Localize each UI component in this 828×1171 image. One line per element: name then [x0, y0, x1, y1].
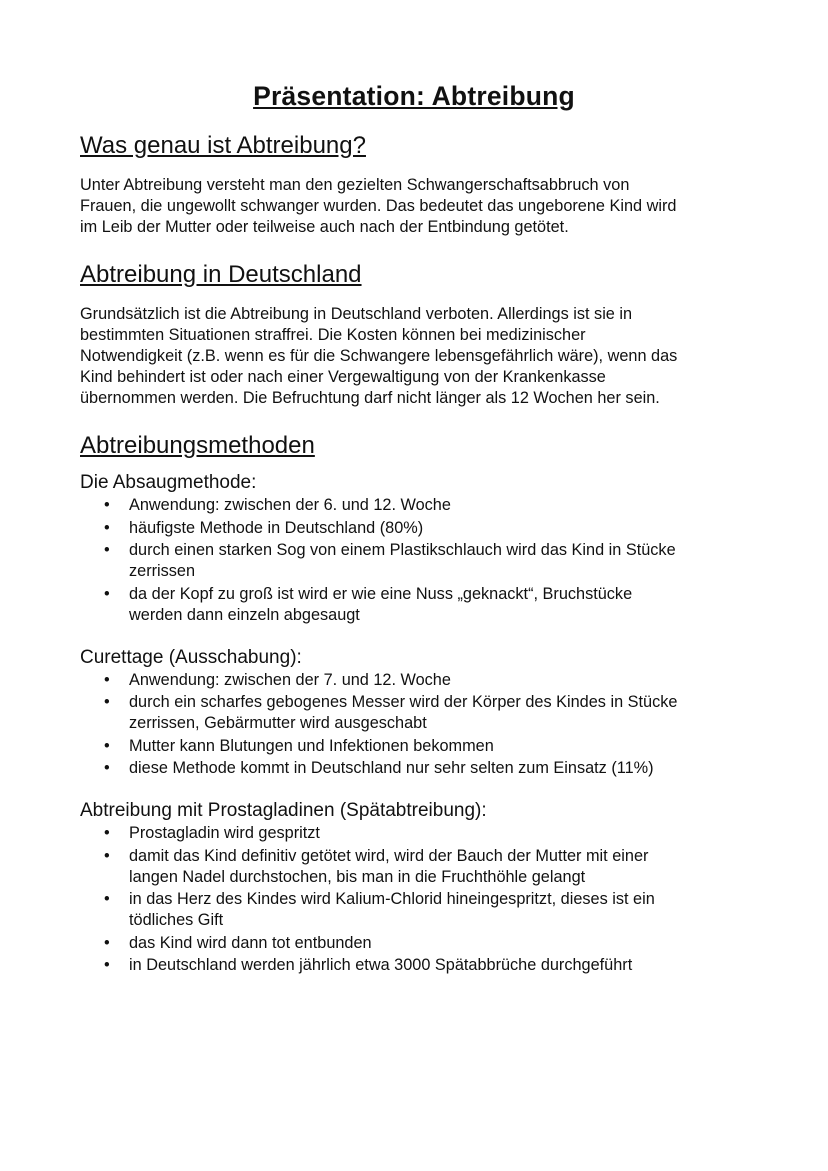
list-item: [80, 736, 748, 757]
section-heading-methods: Abtreibungsmethoden: [80, 432, 315, 459]
list-item: [80, 670, 748, 691]
list-item: [80, 495, 748, 516]
list-item: [80, 584, 748, 626]
paragraph-line: Notwendigkeit (z.B. wenn es für die Schwangere lebensgefährlich wäre), wenn das: [80, 347, 678, 365]
list-item: [80, 889, 748, 931]
list-item-text: durch ein scharfes gebogenes Messer wird der Körper des Kindes in Stücke: [129, 693, 678, 711]
list-item: [80, 758, 748, 779]
method-bullets-curettage: [80, 670, 748, 780]
bullet-icon: •: [104, 518, 110, 537]
section-paragraph-what-is: [80, 175, 748, 238]
bullet-icon: •: [104, 584, 110, 603]
section-heading-what-is: Was genau ist Abtreibung?: [80, 132, 366, 159]
list-item-text: werden dann einzeln abgesaugt: [129, 605, 360, 624]
list-item-text: zerrissen, Gebärmutter wird ausgeschabt: [129, 714, 427, 732]
method-heading-curettage: Curettage (Ausschabung):: [80, 646, 302, 668]
paragraph-line: bestimmten Situationen straffrei. Die Kosten können bei medizinischer: [80, 326, 586, 344]
list-item-text: da der Kopf zu groß ist wird er wie eine Nuss „geknackt“, Bruchstücke: [129, 584, 633, 603]
list-item-text: häufigste Methode in Deutschland (80%): [129, 518, 424, 537]
method-bullets-absaug: [80, 495, 748, 626]
list-item: [80, 692, 748, 734]
section-heading-germany: Abtreibung in Deutschland: [80, 261, 362, 288]
list-item-text: damit das Kind definitiv getötet wird, wird der Bauch der Mutter mit einer: [129, 846, 649, 865]
section-paragraph-germany: [80, 304, 748, 409]
bullet-icon: •: [104, 759, 110, 777]
bullet-icon: •: [104, 670, 110, 689]
bullet-icon: •: [104, 496, 110, 514]
list-item-text: tödliches Gift: [129, 911, 224, 929]
list-item-text: Anwendung: zwischen der 7. und 12. Woche: [129, 670, 451, 689]
bullet-icon: •: [104, 933, 110, 952]
list-item-text: Mutter kann Blutungen und Infektionen bekommen: [129, 736, 494, 755]
list-item-text: Anwendung: zwischen der 6. und 12. Woche: [129, 496, 451, 514]
bullet-icon: •: [104, 736, 110, 755]
bullet-icon: •: [104, 541, 110, 559]
method-heading-prostagladin: Abtreibung mit Prostagladinen (Spätabtreibung):: [80, 800, 487, 821]
paragraph-line: übernommen werden. Die Befruchtung darf nicht länger als 12 Wochen her sein.: [80, 389, 660, 407]
paragraph-line: Kind behindert ist oder nach einer Vergewaltigung von der Krankenkasse: [80, 368, 606, 386]
paragraph-line: Grundsätzlich ist die Abtreibung in Deutschland verboten. Allerdings ist sie in: [80, 305, 633, 323]
bullet-icon: •: [104, 824, 110, 842]
paragraph-line: Frauen, die ungewollt schwanger wurden. Das bedeutet das ungeborene Kind wird: [80, 197, 677, 215]
method-bullets-prostagladin: [80, 823, 748, 976]
list-item-text: durch einen starken Sog von einem Plastikschlauch wird das Kind in Stücke: [129, 541, 676, 559]
list-item: [80, 955, 748, 976]
paragraph-line: Unter Abtreibung versteht man den gezielten Schwangerschaftsabbruch von: [80, 176, 630, 194]
list-item-text: in Deutschland werden jährlich etwa 3000 Spätabbrüche durchgeführt: [129, 956, 633, 974]
list-item: [80, 518, 748, 539]
list-item-text: in das Herz des Kindes wird Kalium-Chlorid hineingespritzt, dieses ist ein: [129, 890, 655, 908]
list-item: [80, 846, 748, 888]
method-heading-absaug: Die Absaugmethode:: [80, 472, 257, 493]
paragraph-line: im Leib der Mutter oder teilweise auch nach der Entbindung getötet.: [80, 218, 569, 236]
list-item-text: das Kind wird dann tot entbunden: [129, 933, 372, 952]
bullet-icon: •: [104, 693, 110, 711]
list-item-text: zerrissen: [129, 562, 196, 580]
list-item-text: diese Methode kommt in Deutschland nur sehr selten zum Einsatz (11%): [129, 759, 654, 777]
list-item-text: langen Nadel durchstochen, bis man in die Fruchthöhle gelangt: [129, 867, 586, 886]
document-title: Präsentation: Abtreibung: [253, 81, 575, 111]
bullet-icon: •: [104, 956, 110, 974]
list-item: [80, 540, 748, 582]
bullet-icon: •: [104, 846, 110, 865]
list-item-text: Prostagladin wird gespritzt: [129, 824, 320, 842]
list-item: [80, 933, 748, 954]
list-item: [80, 823, 748, 844]
bullet-icon: •: [104, 890, 110, 908]
